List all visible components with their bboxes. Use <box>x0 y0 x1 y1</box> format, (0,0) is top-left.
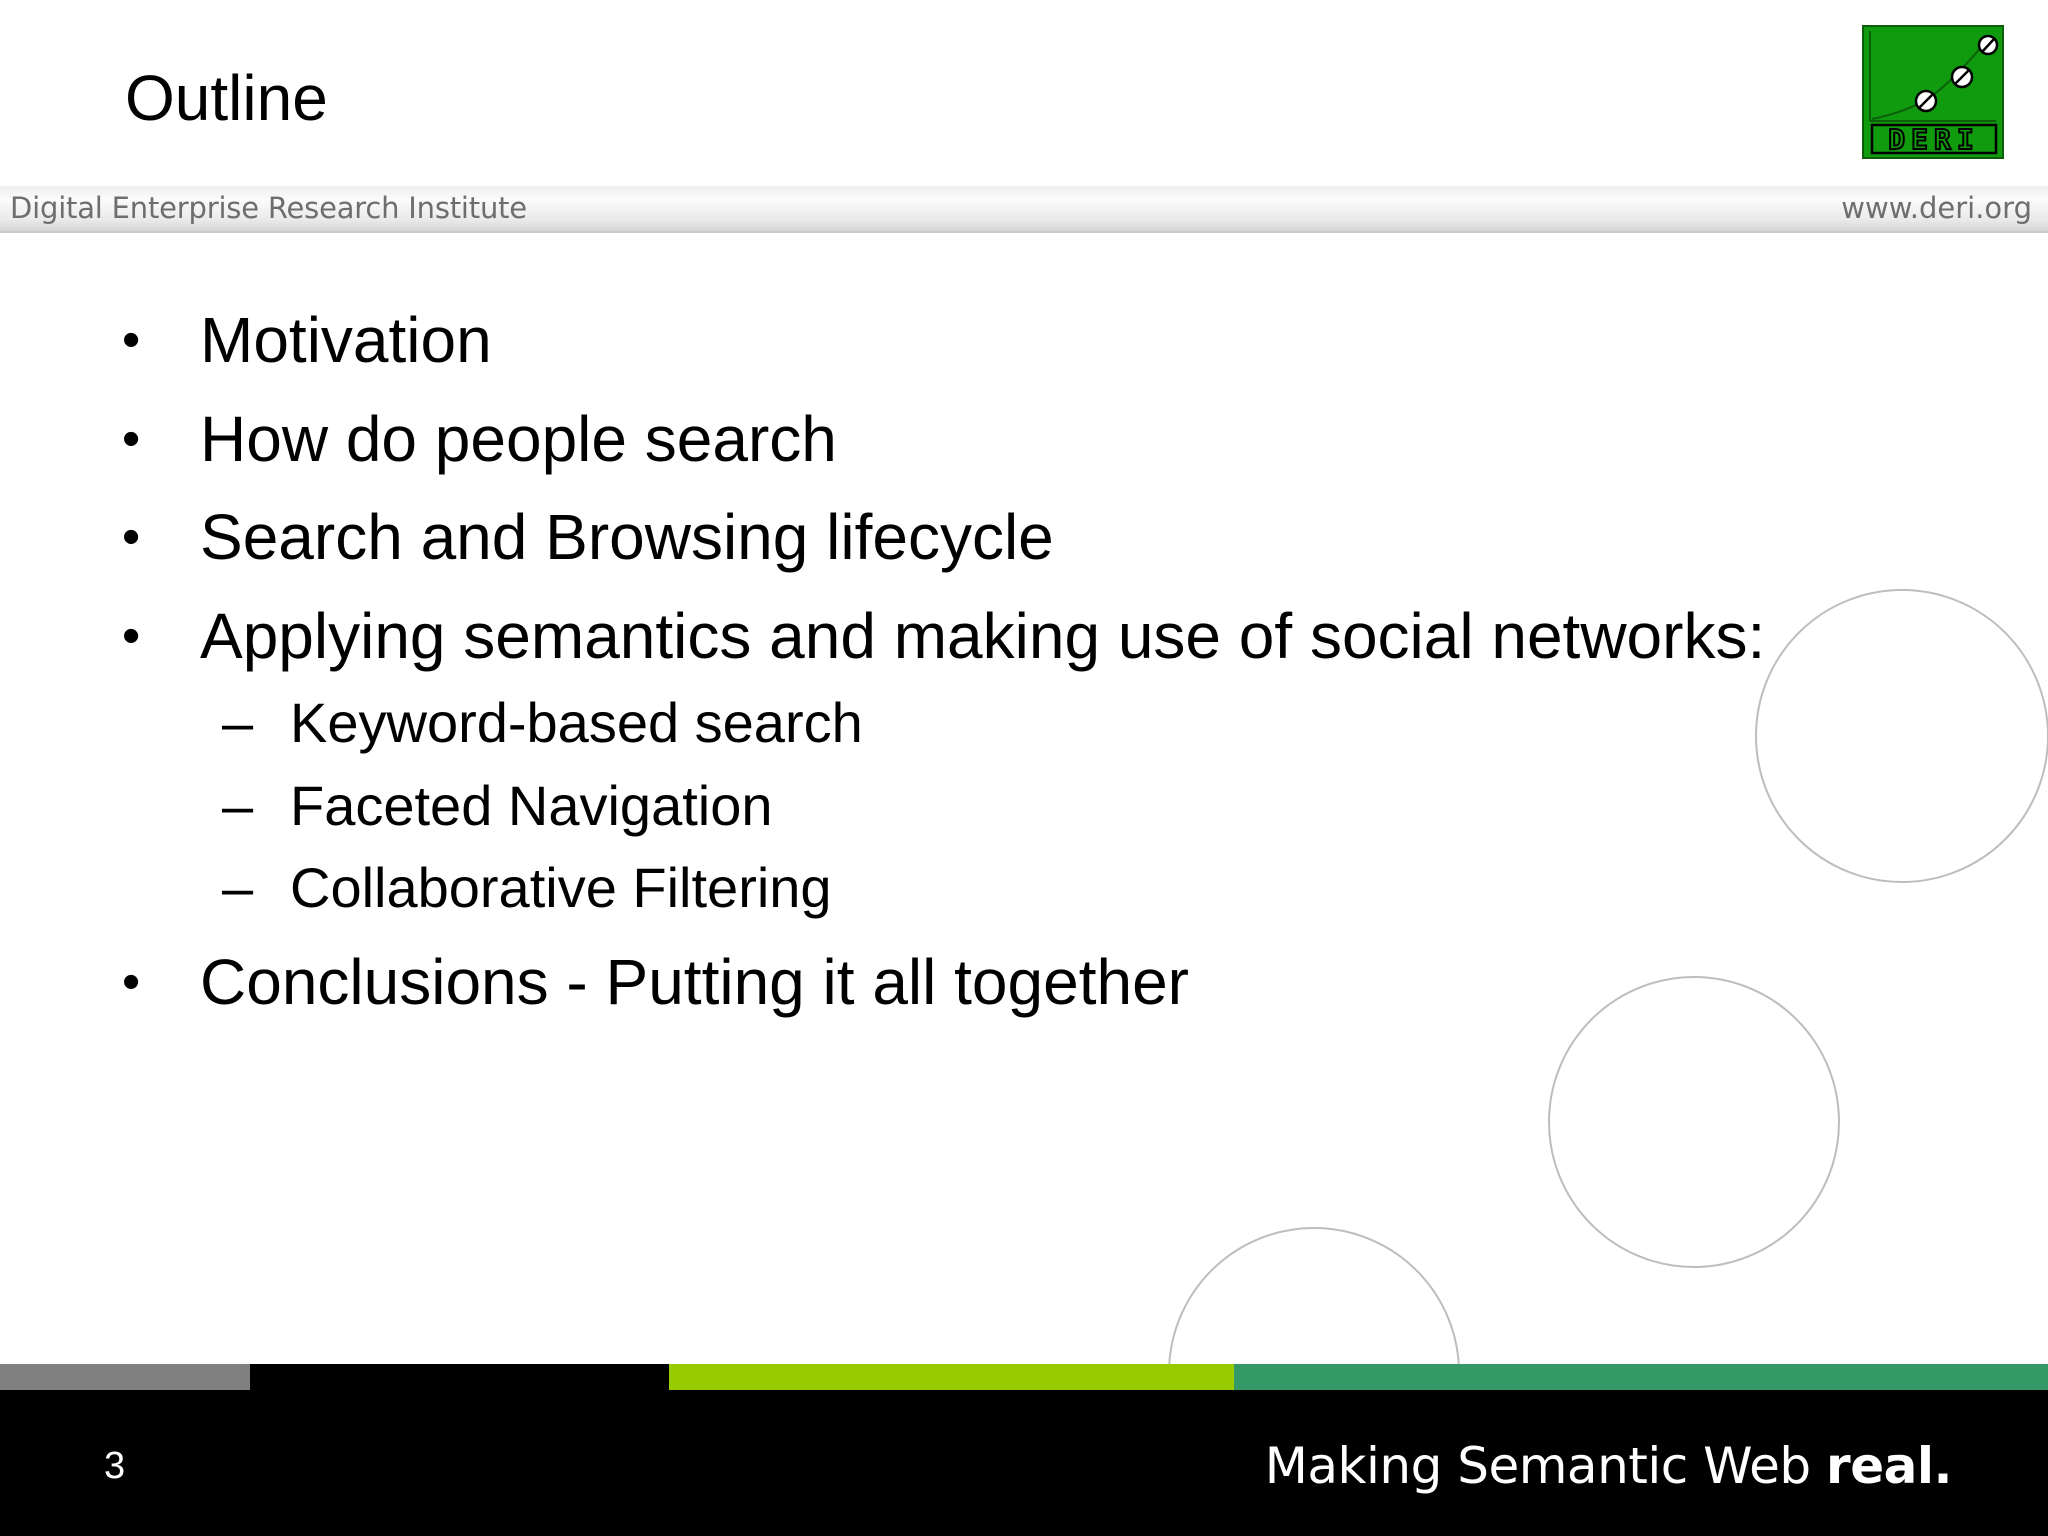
bullet-item <box>122 497 1054 577</box>
bullet-item <box>122 399 837 479</box>
sub-bullet-item <box>222 771 773 841</box>
sub-bullet-item <box>222 688 863 758</box>
bullet-text: Motivation <box>200 304 492 376</box>
sub-bullet-item <box>222 853 832 923</box>
bullet-item <box>122 942 1189 1022</box>
bullet-item <box>122 300 492 380</box>
institute-name: Digital Enterprise Research Institute <box>10 191 527 225</box>
bullet-mark: • <box>122 953 141 1011</box>
website-url: www.deri.org <box>1841 191 2032 225</box>
slide-title: Outline <box>125 62 328 134</box>
sub-bullet-text: Faceted Navigation <box>290 774 773 837</box>
footer-bar-gray <box>0 1364 250 1390</box>
tagline <box>1265 1436 1952 1496</box>
bullet-text: Conclusions - Putting it all together <box>200 946 1189 1018</box>
footer-bar-green <box>1234 1364 2048 1390</box>
bullet-text: Search and Browsing lifecycle <box>200 501 1054 573</box>
bullet-text: Applying semantics and making use of social networks: <box>200 600 1766 672</box>
footer-bar-black <box>250 1364 669 1390</box>
sub-bullet-mark: – <box>222 774 254 837</box>
bullet-mark: • <box>122 508 141 566</box>
bullet-mark: • <box>122 410 141 468</box>
sub-bullet-text: Collaborative Filtering <box>290 856 832 919</box>
bullet-item <box>122 596 1766 676</box>
sub-bullet-text: Keyword-based search <box>290 691 863 754</box>
footer-bar-lime <box>669 1364 1234 1390</box>
page-number: 3 <box>104 1445 126 1487</box>
tagline-regular: Making Semantic Web <box>1264 1437 1827 1495</box>
bullet-mark: • <box>122 607 141 665</box>
tagline-bold: real. <box>1826 1437 1952 1495</box>
deri-logo-text: DERI <box>1888 123 1980 156</box>
sub-bullet-mark: – <box>222 856 254 919</box>
deco-circle <box>1756 590 2048 882</box>
deco-circle <box>1549 977 1839 1267</box>
sub-bullet-mark: – <box>222 691 254 754</box>
bullet-mark: • <box>122 311 141 369</box>
bullet-text: How do people search <box>200 403 837 475</box>
